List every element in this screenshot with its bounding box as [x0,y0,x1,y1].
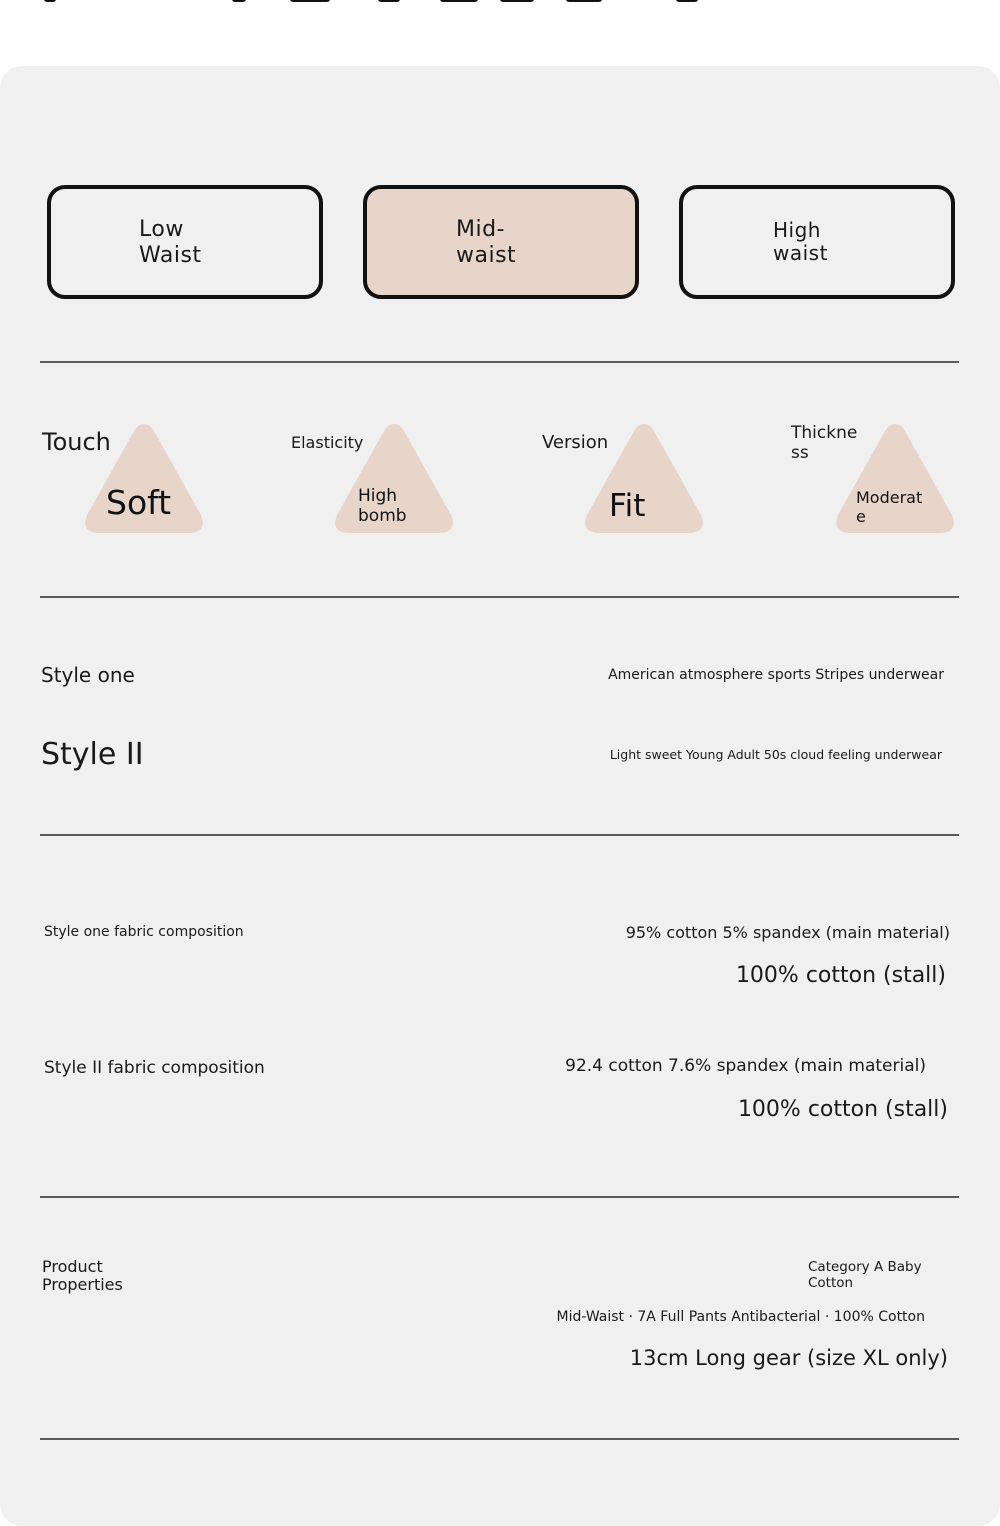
fabric-one-stall: 100% cotton (stall) [735,963,946,988]
divider [40,1438,959,1440]
product-gear: 13cm Long gear (size XL only) [629,1346,948,1370]
header-fragment [232,0,246,2]
feature-label-elasticity: Elasticity [291,433,364,452]
cropped-header [0,0,1000,66]
header-fragment [44,0,56,2]
product-properties-label: Product Properties [42,1257,123,1294]
fabric-two-stall: 100% cotton (stall) [737,1097,948,1122]
style-one-name: Style one [41,663,135,687]
fabric-two-main: 92.4 cotton 7.6% spandex (main material) [565,1056,926,1076]
waist-option-low[interactable] [47,185,323,299]
waist-option-high[interactable] [679,185,955,299]
divider [40,834,959,836]
fabric-one-label: Style one fabric composition [44,924,244,940]
feature-value-version: Fit [609,488,646,524]
divider [40,361,959,363]
waist-option-mid[interactable] [363,185,639,299]
fabric-one-main: 95% cotton 5% spandex (main material) [625,923,950,942]
feature-badge-thickness [833,422,957,535]
style-two-name: Style II [41,737,144,772]
header-fragment [566,0,602,2]
feature-label-version: Version [542,432,609,453]
feature-label-touch: Touch [42,428,111,456]
feature-value-thickness: Moderat e [856,488,923,526]
style-two-description: Light sweet Young Adult 50s cloud feeling underwear [609,747,942,762]
header-fragment [440,0,478,2]
header-fragment [290,0,330,2]
header-fragment [378,0,400,2]
feature-badge-version [582,422,706,535]
waist-option-label: High waist [773,218,828,265]
product-tags: Mid-Waist · 7A Full Pants Antibacterial · 100% Cotton [556,1309,925,1325]
waist-option-label: Mid- waist [456,217,517,268]
divider [40,1196,959,1198]
feature-value-touch: Soft [106,483,172,522]
feature-label-thickness: Thickne ss [791,423,858,463]
feature-value-elasticity: High bomb [358,486,407,526]
feature-badge-elasticity [332,422,456,535]
header-fragment [500,0,534,2]
divider [40,596,959,598]
product-category: Category A Baby Cotton [808,1259,922,1291]
waist-option-label: Low Waist [139,217,202,268]
header-fragment [676,0,698,2]
style-one-description: American atmosphere sports Stripes underwear [608,667,944,683]
feature-badge-touch [82,422,206,535]
fabric-two-label: Style II fabric composition [44,1058,265,1078]
